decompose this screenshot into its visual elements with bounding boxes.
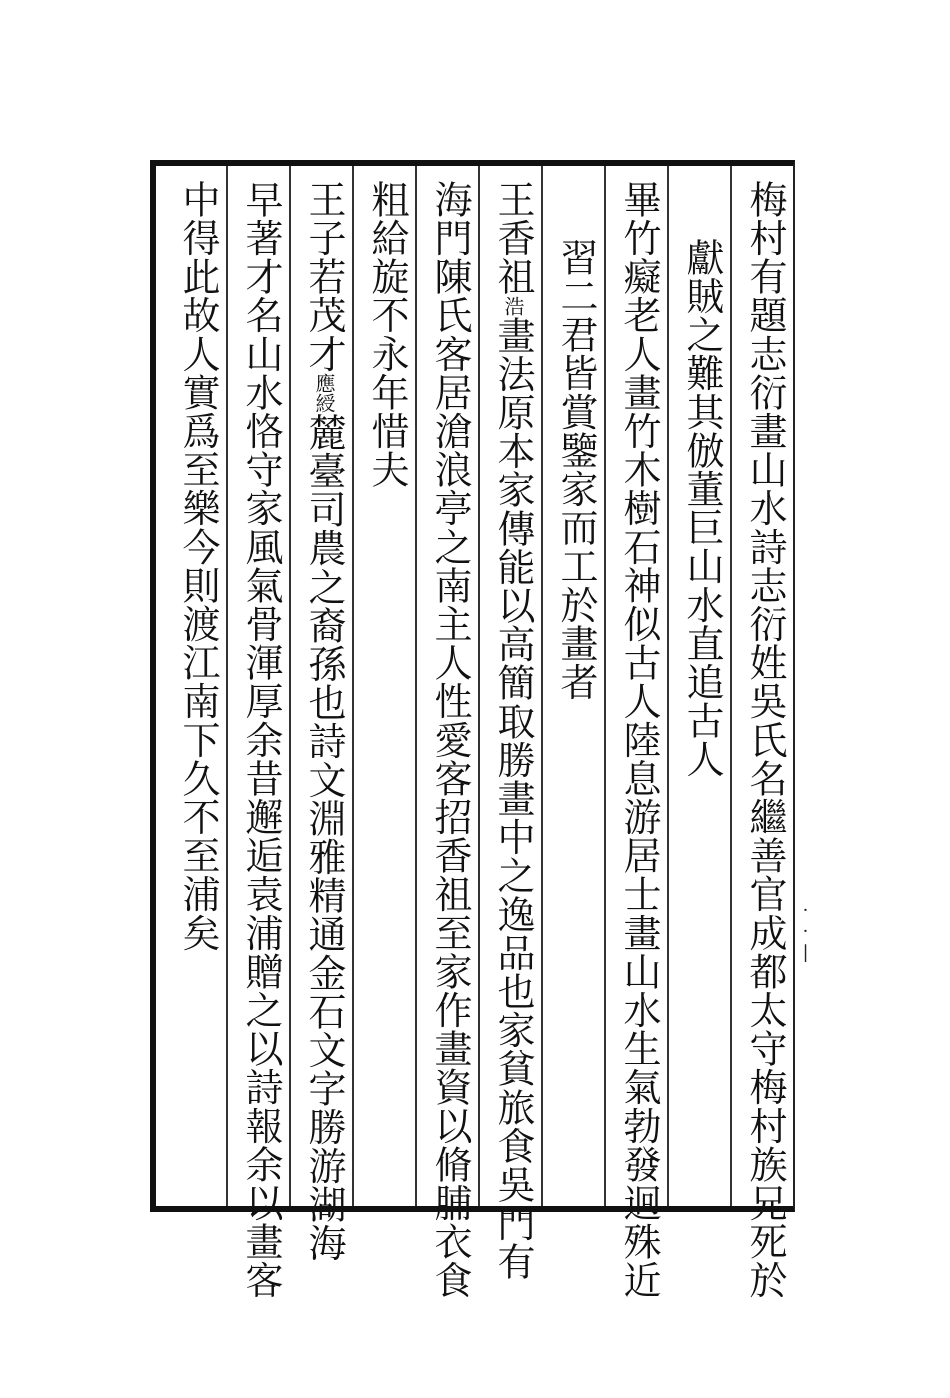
column-8-rest: 麓臺司農之裔孫也詩文淵雅精通金石文字勝游湖海: [302, 413, 346, 1263]
text-column-3: 畢竹癡老人畫竹木樹石神似古人陸息游居士畫山水生氣勃發迥殊近: [617, 180, 661, 1300]
interlinear-note: 浩: [501, 295, 525, 316]
adjacent-page-bleed-mark: ··|: [795, 900, 816, 963]
text-column-7: 粗給旋不永年惜夫: [365, 180, 409, 489]
column-5-lead: 王香祖: [491, 180, 535, 296]
text-column-2: 獻賊之難其倣董巨山水直追古人: [680, 238, 724, 779]
text-column-10: 中得此故人實爲至樂今則渡江南下久不至浦矣: [176, 180, 220, 952]
text-column-9: 早著才名山水恪守家風氣骨渾厚余昔邂逅袁浦贈之以詩報余以畫客: [239, 180, 283, 1300]
interlinear-note: 應綬: [312, 373, 336, 413]
text-column-8: [294, 180, 354, 1262]
column-5-rest: 畫法原本家傳能以高簡取勝畫中之逸品也家貧旅食吳門有: [491, 315, 535, 1281]
text-column-5: [483, 180, 543, 1281]
text-column-1: 梅村有題志衍畫山水詩志衍姓吳氏名繼善官成都太守梅村族兄死於: [743, 180, 787, 1300]
text-column-6: 海門陳氏客居滄浪亭之南主人性愛客招香祖至家作畫資以脩脯衣食: [428, 180, 472, 1300]
text-column-4: 習二君皆賞鑒家而工於畫者: [554, 238, 598, 702]
column-8-lead: 王子若茂才: [302, 180, 346, 373]
